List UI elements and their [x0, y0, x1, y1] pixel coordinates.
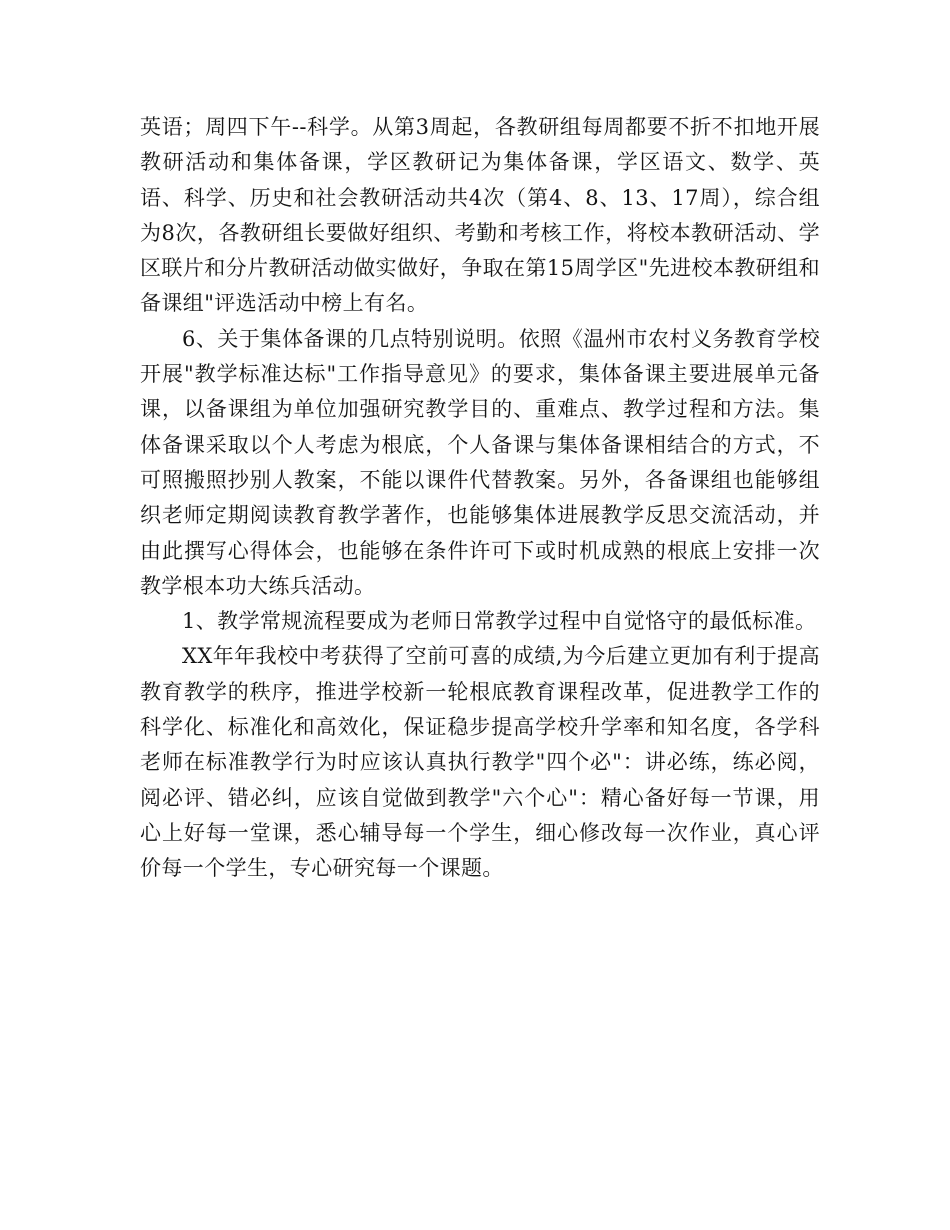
- paragraph-1: 英语；周四下午--科学。从第3周起，各教研组每周都要不折不扣地开展教研活动和集体备课，学区教研记为集体备课，学区语文、数学、英语、科学、历史和社会教研活动共4次（第4、8、13、17周），综合组为8次，各教研组长要做好组织、考勤和考核工作，将校本教研活动、学区联片和分片教研活动做实做好，争取在第15周学区"先进校本教研组和备课组"评选活动中榜上有名。: [140, 115, 820, 316]
- document-body: [140, 110, 820, 887]
- paragraph-4: XX年年我校中考获得了空前可喜的成绩,为今后建立更加有利于提高教育教学的秩序，推进学校新一轮根底教育课程改革，促进教学工作的科学化、标准化和高效化，保证稳步提高学校升学率和知名度，各学科老师在标准教学行为时应该认真执行教学"四个必"：讲必练，练必阅，阅必评、错必纠，应该自觉做到教学"六个心"：精心备好每一节课，用心上好每一堂课，悉心辅导每一个学生，细心修改每一次作业，真心评价每一个学生，专心研究每一个课题。: [140, 644, 820, 881]
- paragraph-3: 1、教学常规流程要成为老师日常教学过程中自觉恪守的最低标准。: [182, 609, 817, 634]
- paragraph-2: 6、关于集体备课的几点特别说明。依照《温州市农村义务教育学校开展"教学标准达标"工作指导意见》的要求，集体备课主要进展单元备课，以备课组为单位加强研究教学目的、重难点、教学过程和方法。集体备课采取以个人考虑为根底，个人备课与集体备课相结合的方式，不可照搬照抄别人教案，不能以课件代替教案。另外，各备课组也能够组织老师定期阅读教育教学著作，也能够集体进展教学反思交流活动，并由此撰写心得体会，也能够在条件许可下或时机成熟的根底上安排一次教学根本功大练兵活动。: [140, 326, 820, 598]
